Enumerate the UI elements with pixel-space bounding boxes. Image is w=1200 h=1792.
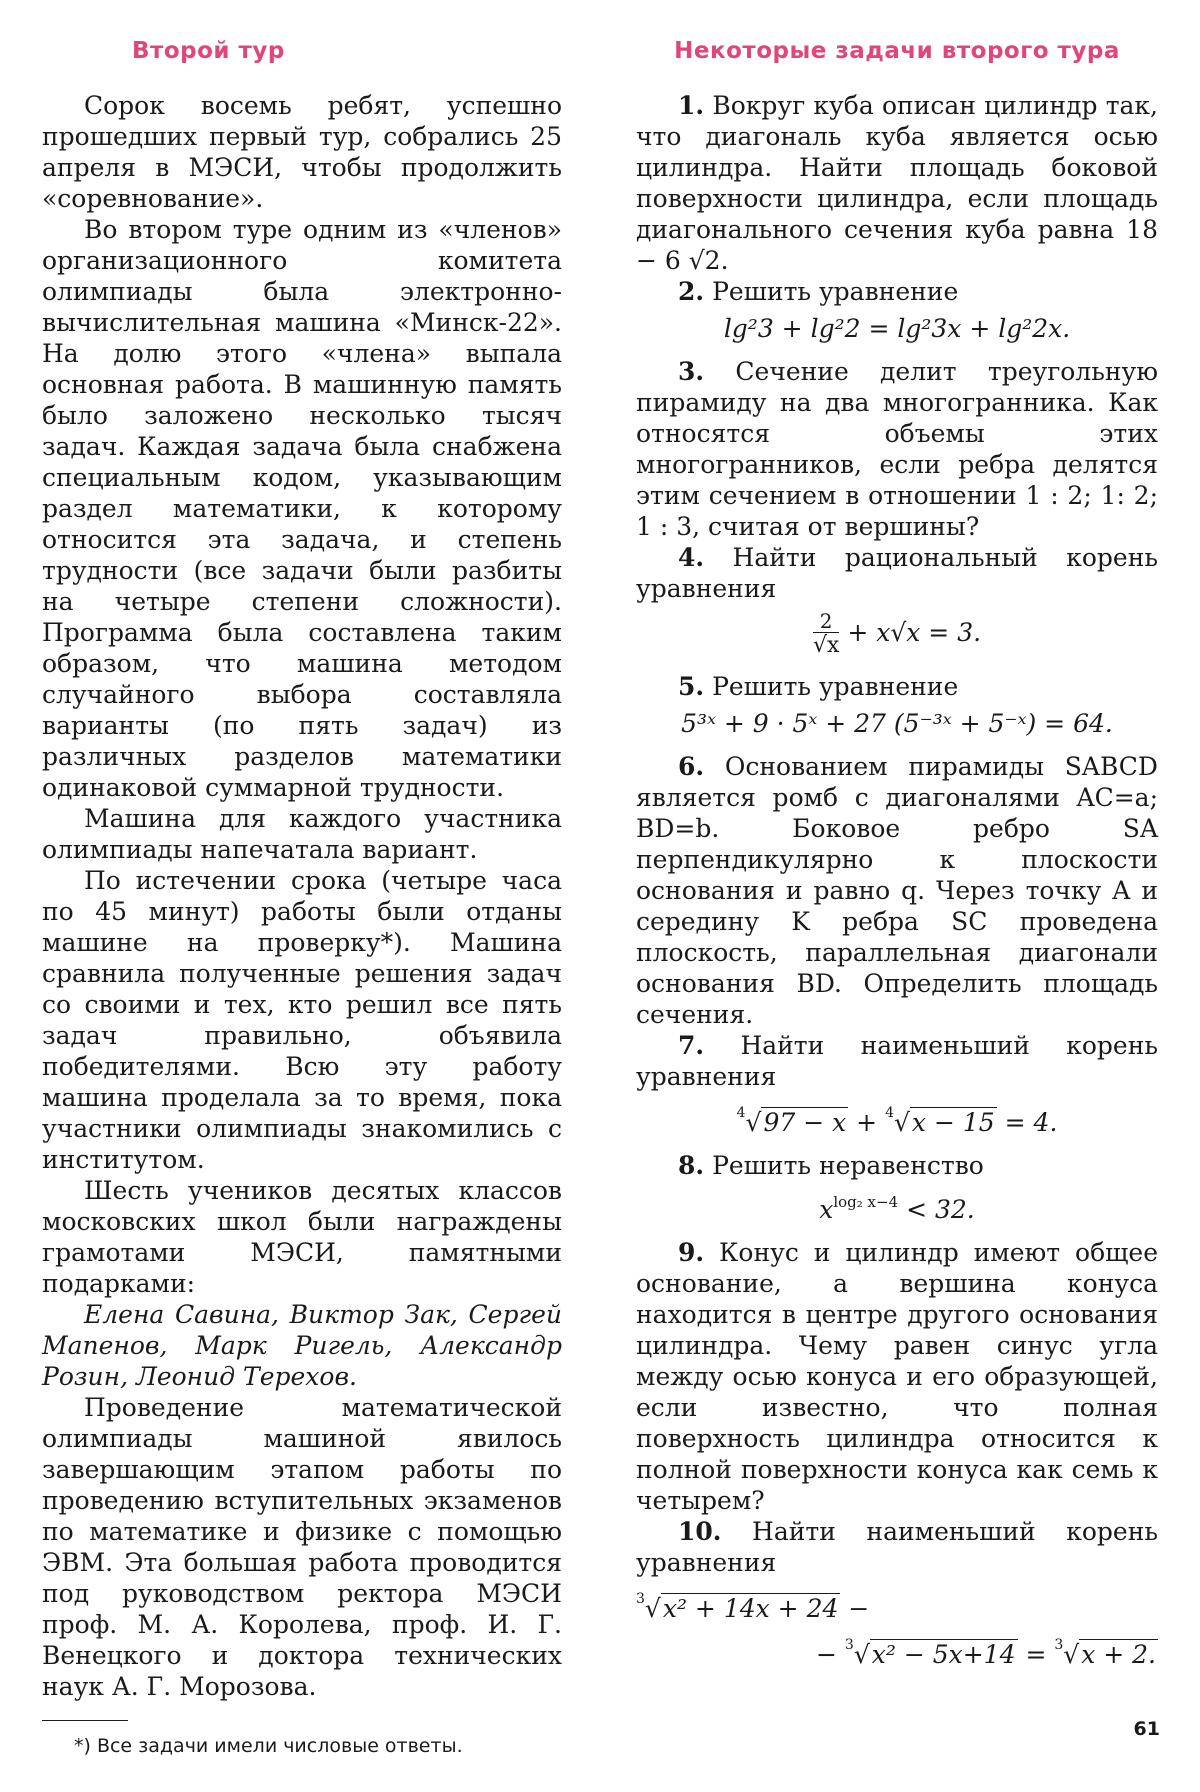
left-column xyxy=(42,38,562,1759)
page-number: 61 xyxy=(1133,1718,1160,1740)
problem-1: 1. Вокруг куба описан цилиндр так, что диагональ куба является осью цилиндра. Найти площадь боковой поверхности цилиндра, если площадь диагонального сечения куба равна 18 − 6 √2. xyxy=(636,91,1158,275)
problem-4: 4. Найти рациональный корень уравнения xyxy=(636,543,1158,603)
paragraph: По истечении срока (четыре часа по 45 минут) работы были отданы машине на проверку*). Машина сравнила полученные решения задач со своими и тех, кто решил все пять задач правильно, объявила победителями. Всю эту работу машина проделала за то время, пока участники олимпиады знакомились с институтом. xyxy=(42,866,562,1174)
problem-3: 3. Сечение делит треугольную пирамиду на два многогранника. Как относятся объемы этих многогранников, если ребра делятся этим сечением в отношении 1 : 2; 1: 2; 1 : 3, считая от вершины? xyxy=(636,357,1158,541)
problem-8: 8. Решить неравенство xyxy=(678,1151,984,1180)
paragraph: Проведение математической олимпиады машиной явилось завершающим этапом работы по проведению вступительных экзаменов по математике и физике с помощью ЭВМ. Эта большая работа проводится под руководством ректора МЭСИ проф. М. А. Королева, проф. И. Г. Венецкого и доктора технических наук А. Г. Морозова. xyxy=(42,1393,562,1701)
formula-8: $x^{log_2 x-4} < 32$. xyxy=(819,1193,975,1224)
problem-2: 2. Решить уравнение xyxy=(678,277,959,306)
footnote: *) Все задачи имели числовые ответы. xyxy=(74,1735,463,1757)
problem-6: 6. Основанием пирамиды SABCD является ромб с диагоналями AC=a; BD=b. Боковое ребро SA перпендикулярно к плоскости основания и равно q. Через точку A и середину K ребра SC проведена плоскость, параллельная диагонали основания BD. Определить площадь сечения. xyxy=(636,752,1158,1029)
winners-list: Елена Савина, Виктор Зак, Сергей Мапенов, Марк Ригель, Александр Розин, Леонид Терехов. xyxy=(42,1300,562,1391)
right-column xyxy=(636,38,1158,1682)
problem-7: 7. Найти наименьший корень уравнения xyxy=(636,1031,1158,1091)
formula-7: $^4$√97 − x + $^4$√x − 15 = 4. xyxy=(736,1105,1058,1137)
paragraph: Машина для каждого участника олимпиады напечатала вариант. xyxy=(42,804,562,864)
formula-10-line2: − $^3$√x² − 5x+14 = $^3$√x + 2. xyxy=(816,1637,1156,1669)
paragraph: Шесть учеников десятых классов московских школ были награждены грамотами МЭСИ, памятными подарками: xyxy=(42,1176,562,1298)
formula-2: lg²3 + lg²2 = lg²3x + lg²2x. xyxy=(723,314,1071,343)
left-heading: Второй тур xyxy=(132,38,285,64)
footnote-rule xyxy=(42,1720,128,1721)
formula-5: 5³ˣ + 9 · 5ˣ + 27 (5⁻³ˣ + 5⁻ˣ) = 64. xyxy=(681,709,1113,738)
formula-4: $\frac{2}{√x}$ + x√x = 3. xyxy=(812,609,982,658)
formula-10-line1: $^3$√x² + 14x + 24 − xyxy=(636,1591,870,1623)
fraction: $\frac{2}{√x}$ xyxy=(812,609,840,658)
paragraph: Сорок восемь ребят, успешно прошедших первый тур, собрались 25 апреля в МЭСИ, чтобы продолжить «соревнование». xyxy=(42,91,562,213)
problem-5: 5. Решить уравнение xyxy=(678,672,959,701)
right-heading: Некоторые задачи второго тура xyxy=(674,38,1120,64)
paragraph: Во втором туре одним из «членов» организационного комитета олимпиады была электронно-вычислительная машина «Минск-22». На долю этого «члена» выпала основная работа. В машинную память было заложено несколько тысяч задач. Каждая задача была снабжена специальным кодом, указывающим раздел математики, к которому относится эта задача, и степень трудности (все задачи были разбиты на четыре степени сложности). Программа была составлена таким образом, что машина методом случайного выбора составляла варианты (по пять задач) из различных разделов математики одинаковой суммарной трудности. xyxy=(42,215,562,802)
problem-10: 10. Найти наименьший корень уравнения xyxy=(636,1517,1158,1577)
problem-9: 9. Конус и цилиндр имеют общее основание, а вершина конуса находится в центре другого основания цилиндра. Чему равен синус угла между осью конуса и его образующей, если известно, что полная поверхность цилиндра относится к полной поверхности конуса как семь к четырем? xyxy=(636,1238,1158,1515)
